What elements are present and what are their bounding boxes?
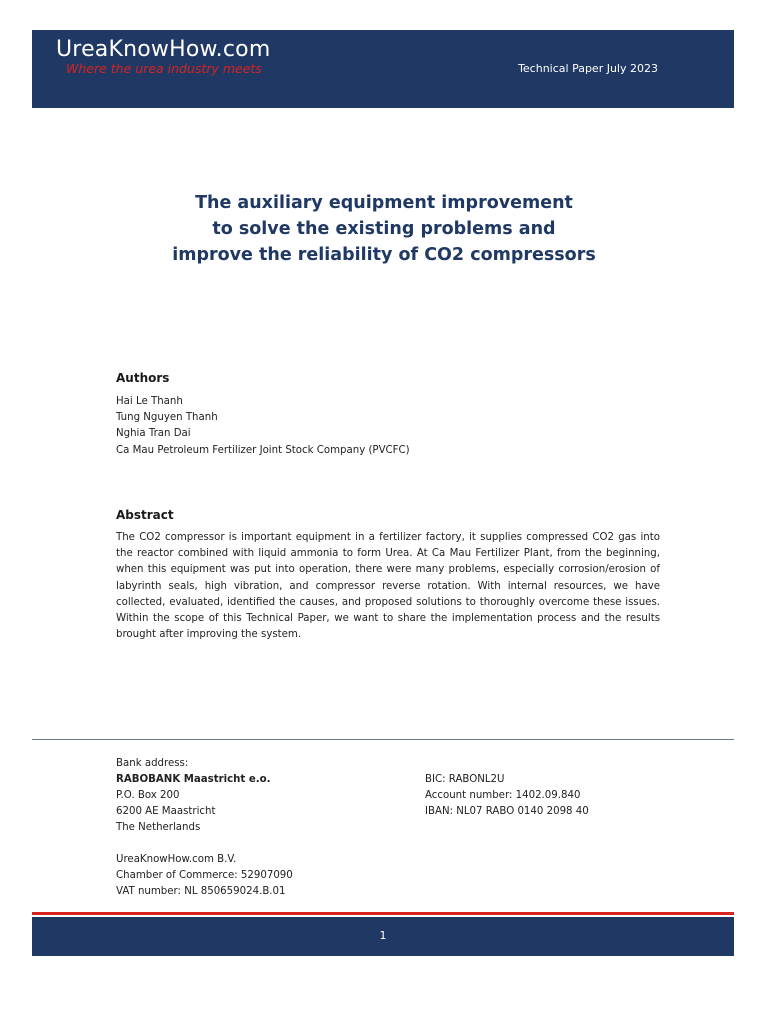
- bank-account-number: Account number: 1402.09.840: [425, 790, 581, 801]
- bank-name: RABOBANK Maastricht e.o.: [116, 774, 271, 785]
- logo-wordmark: UreaKnowHow.com: [56, 37, 271, 62]
- abstract-heading: Abstract: [116, 508, 174, 522]
- title-line-2: to solve the existing problems and: [212, 219, 556, 239]
- author-company: Ca Mau Petroleum Fertilizer Joint Stock Company (PVCFC): [116, 444, 410, 456]
- author-name: Tung Nguyen Thanh: [116, 412, 218, 424]
- page-number: 1: [379, 929, 387, 942]
- footer-red-bar: [32, 912, 734, 915]
- bank-label: Bank address:: [116, 758, 189, 769]
- authors-heading: Authors: [116, 371, 170, 385]
- bank-iban: IBAN: NL07 RABO 0140 2098 40: [425, 806, 589, 817]
- document-title: [0, 190, 768, 268]
- vat-number: VAT number: NL 850659024.B.01: [116, 886, 286, 897]
- paper-label: Technical Paper July 2023: [518, 62, 658, 75]
- chamber-of-commerce: Chamber of Commerce: 52907090: [116, 870, 293, 881]
- bank-po-box: P.O. Box 200: [116, 790, 180, 801]
- title-line-3: improve the reliability of CO2 compressors: [172, 245, 596, 265]
- author-name: Hai Le Thanh: [116, 396, 183, 407]
- authors-list: [116, 394, 410, 459]
- bank-bic: BIC: RABONL2U: [425, 774, 505, 785]
- footer-divider: [32, 739, 734, 740]
- bank-country: The Netherlands: [116, 822, 201, 833]
- bank-address-block: [116, 756, 293, 900]
- header-banner: [32, 30, 734, 108]
- site-logo: [56, 38, 270, 76]
- title-line-1: The auxiliary equipment improvement: [195, 193, 573, 213]
- author-name: Nghia Tran Dai: [116, 428, 191, 440]
- bank-account-block: [425, 772, 589, 820]
- company-name: UreaKnowHow.com B.V.: [116, 854, 237, 865]
- spacer: [116, 836, 293, 852]
- footer-banner: [32, 917, 734, 956]
- abstract-text: The CO2 compressor is important equipment in a fertilizer factory, it supplies compressed CO2 gas into the reactor combined with liquid ammonia to form Urea. At Ca Mau Fertilizer Plant, from the beginning, when this equipment was put into operation, there were many problems, especially corrosion/erosion of labyrinth seals, high vibration, and compressor reverse rotation. With internal resources, we have collected, evaluated, identified the causes, and proposed solutions to thoroughly overcome these issues. Within the scope of this Technical Paper, we want to share the implementation process and the results brought after improving the system.: [116, 532, 660, 641]
- logo-tagline: Where the urea industry meets: [66, 61, 262, 76]
- bank-city: 6200 AE Maastricht: [116, 806, 216, 817]
